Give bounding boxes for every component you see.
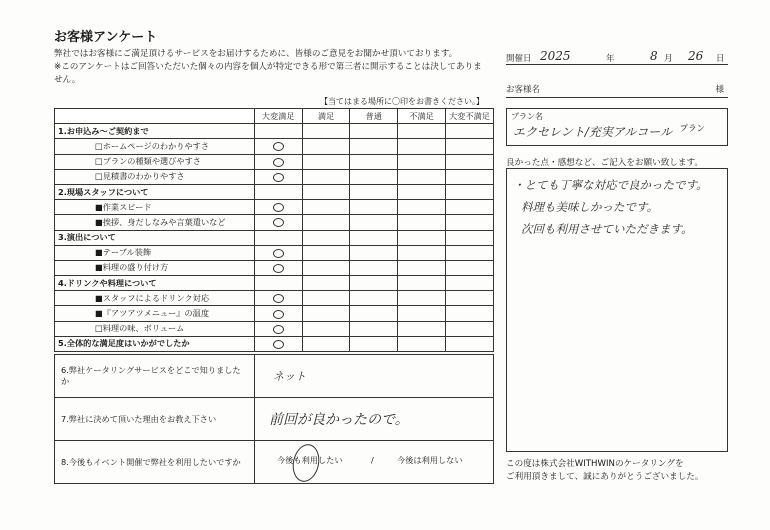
option-yes[interactable]: 今後も利用したい xyxy=(277,455,343,465)
rating-cell[interactable] xyxy=(445,245,493,260)
rating-cell[interactable] xyxy=(254,230,302,245)
year-unit: 年 xyxy=(606,54,615,64)
rating-cell[interactable] xyxy=(398,230,446,245)
intro-line: 弊社ではお客様にご満足頂けるサービスをお届けするために、皆様のご意見をお聞かせ頂いております。 xyxy=(54,49,458,59)
rating-cell[interactable] xyxy=(254,245,302,260)
rating-cell[interactable] xyxy=(445,336,493,351)
rating-header-row xyxy=(55,109,494,124)
rating-cell[interactable] xyxy=(254,260,302,275)
selected-circle-mark xyxy=(273,340,284,349)
question-header xyxy=(55,109,255,124)
rating-row xyxy=(55,139,494,154)
customer-suffix: 様 xyxy=(715,85,724,95)
comment-line: 料理も美味しかったです。 xyxy=(521,200,659,214)
rating-cell[interactable] xyxy=(302,200,350,215)
rating-question: ■テーブル装飾 xyxy=(55,245,255,260)
rating-cell[interactable] xyxy=(398,124,446,139)
rating-cell[interactable] xyxy=(254,321,302,336)
intro-line: ※このアンケートはご回答いただいた個々の内容を個人が特定できる形で第三者に開示することは決してありま xyxy=(54,62,482,72)
rating-cell[interactable] xyxy=(350,200,398,215)
rating-row xyxy=(55,184,494,199)
intro-text xyxy=(54,48,494,87)
rating-cell[interactable] xyxy=(398,169,446,184)
rating-cell[interactable] xyxy=(350,336,398,351)
rating-cell[interactable] xyxy=(302,245,350,260)
rating-question: 4.ドリンクや料理について xyxy=(55,276,255,291)
footer-line: ご利用頂きまして、誠にありがとうございました。 xyxy=(506,472,704,482)
rating-question: 3.演出について xyxy=(55,230,255,245)
rating-cell[interactable] xyxy=(398,276,446,291)
question-8: 8.今後もイベント開催で弊社を利用したいですか xyxy=(55,441,255,484)
date-label: 開催日 xyxy=(506,54,532,64)
rating-cell[interactable] xyxy=(350,260,398,275)
selected-circle-mark xyxy=(273,203,284,212)
rating-cell[interactable] xyxy=(302,291,350,306)
option-no[interactable]: 今後は利用しない xyxy=(397,455,463,465)
rating-row xyxy=(55,306,494,321)
question-row xyxy=(55,441,494,484)
question-7: 7.弊社に決めて頂いた理由をお教え下さい xyxy=(55,398,255,441)
question-row xyxy=(55,355,494,398)
rating-cell[interactable] xyxy=(350,321,398,336)
rating-row xyxy=(55,200,494,215)
rating-cell[interactable] xyxy=(254,276,302,291)
rating-cell[interactable] xyxy=(302,321,350,336)
rating-cell[interactable] xyxy=(302,230,350,245)
rating-cell[interactable] xyxy=(398,245,446,260)
rating-cell[interactable] xyxy=(350,169,398,184)
rating-cell[interactable] xyxy=(445,306,493,321)
comments-label: 良かった点・感想など、ご記入をお願い致します。 xyxy=(506,158,703,168)
selected-circle-mark xyxy=(273,264,284,273)
rating-cell[interactable] xyxy=(398,336,446,351)
rating-cell[interactable] xyxy=(398,306,446,321)
rating-row xyxy=(55,276,494,291)
rating-cell[interactable] xyxy=(350,154,398,169)
selected-circle-mark xyxy=(273,158,284,167)
rating-cell[interactable] xyxy=(445,124,493,139)
rating-cell[interactable] xyxy=(302,184,350,199)
rating-cell[interactable] xyxy=(445,184,493,199)
rating-question: □見積書のわかりやすさ xyxy=(55,169,255,184)
rating-cell[interactable] xyxy=(445,154,493,169)
date-row xyxy=(506,49,728,65)
option-separator: / xyxy=(371,455,374,465)
rating-row xyxy=(55,291,494,306)
column-header: 大変不満足 xyxy=(445,109,493,124)
column-header: 不満足 xyxy=(398,109,446,124)
rating-cell[interactable] xyxy=(350,215,398,230)
rating-row xyxy=(55,169,494,184)
rating-question: ■料理の盛り付け方 xyxy=(55,260,255,275)
comment-line: 次回も利用させていただきます。 xyxy=(521,222,693,236)
rating-cell[interactable] xyxy=(302,139,350,154)
selected-circle-mark xyxy=(273,142,284,151)
rating-cell[interactable] xyxy=(302,306,350,321)
rating-cell[interactable] xyxy=(302,169,350,184)
instruction-note: 【当てはまる場所に〇印をお書きください。】 xyxy=(320,97,484,106)
rating-cell[interactable] xyxy=(445,169,493,184)
rating-cell[interactable] xyxy=(398,154,446,169)
rating-row xyxy=(55,260,494,275)
date-day: 26 xyxy=(688,49,704,63)
rating-cell[interactable] xyxy=(398,215,446,230)
selected-circle-mark xyxy=(273,173,284,182)
rating-cell[interactable] xyxy=(398,184,446,199)
rating-cell[interactable] xyxy=(350,124,398,139)
rating-cell[interactable] xyxy=(350,306,398,321)
column-header: 大変満足 xyxy=(254,109,302,124)
rating-cell[interactable] xyxy=(445,215,493,230)
rating-cell[interactable] xyxy=(302,276,350,291)
rating-cell[interactable] xyxy=(445,230,493,245)
rating-cell[interactable] xyxy=(254,306,302,321)
rating-cell[interactable] xyxy=(445,260,493,275)
rating-cell[interactable] xyxy=(302,154,350,169)
selected-circle-mark xyxy=(273,294,284,303)
rating-question: 1.お申込み～ご契約まで xyxy=(55,124,255,139)
rating-cell[interactable] xyxy=(398,321,446,336)
date-month: 8 xyxy=(650,49,658,63)
rating-cell[interactable] xyxy=(350,276,398,291)
rating-question: □料理の味、ボリューム xyxy=(55,321,255,336)
customer-label: お客様名 xyxy=(506,85,541,95)
selected-circle-mark xyxy=(273,218,284,227)
selected-circle-mark xyxy=(273,310,284,319)
footer-line: この度は株式会社WITHWINのケータリングを xyxy=(506,459,684,469)
rating-cell[interactable] xyxy=(350,291,398,306)
rating-cell[interactable] xyxy=(350,230,398,245)
comments-box xyxy=(506,168,728,452)
customer-row xyxy=(506,80,728,98)
column-header: 普通 xyxy=(350,109,398,124)
rating-cell[interactable] xyxy=(445,291,493,306)
rating-row xyxy=(55,230,494,245)
answer-8-choices xyxy=(255,441,494,484)
rating-cell[interactable] xyxy=(445,321,493,336)
rating-question: 5.全体的な満足度はいかがでしたか xyxy=(55,336,255,351)
day-unit: 日 xyxy=(716,54,725,64)
plan-box xyxy=(506,108,728,146)
rating-cell[interactable] xyxy=(254,124,302,139)
date-year: 2025 xyxy=(540,49,571,63)
rating-cell[interactable] xyxy=(254,169,302,184)
rating-question: ■挨拶、身だしなみや言葉遣いなど xyxy=(55,215,255,230)
rating-question: ■スタッフによるドリンク対応 xyxy=(55,291,255,306)
comment-line: ・とても丁寧な対応で良かったです。 xyxy=(513,178,708,192)
rating-row xyxy=(55,245,494,260)
rating-question: □プランの種類や選びやすさ xyxy=(55,154,255,169)
answer-6: ネット xyxy=(255,355,494,398)
rating-table xyxy=(54,108,494,352)
rating-question: 2.現場スタッフについて xyxy=(55,184,255,199)
rating-cell[interactable] xyxy=(350,184,398,199)
page-title: お客様アンケート xyxy=(54,30,158,45)
rating-cell[interactable] xyxy=(302,124,350,139)
rating-row xyxy=(55,215,494,230)
rating-cell[interactable] xyxy=(254,184,302,199)
rating-cell[interactable] xyxy=(302,336,350,351)
rating-cell[interactable] xyxy=(398,291,446,306)
rating-row xyxy=(55,124,494,139)
column-header: 満足 xyxy=(302,109,350,124)
rating-row xyxy=(55,321,494,336)
rating-cell[interactable] xyxy=(302,215,350,230)
plan-label: プラン名 xyxy=(511,112,543,121)
rating-cell[interactable] xyxy=(254,336,302,351)
rating-question: ■『アツアツメニュー』の温度 xyxy=(55,306,255,321)
rating-cell[interactable] xyxy=(254,200,302,215)
rating-cell[interactable] xyxy=(398,260,446,275)
rating-cell[interactable] xyxy=(302,260,350,275)
rating-cell[interactable] xyxy=(254,215,302,230)
intro-line: せん。 xyxy=(54,75,81,85)
rating-row xyxy=(55,154,494,169)
month-unit: 月 xyxy=(664,54,673,64)
selected-circle-mark xyxy=(273,325,284,334)
rating-cell[interactable] xyxy=(398,200,446,215)
answer-7: 前回が良かったので。 xyxy=(255,398,494,441)
selected-circle-mark xyxy=(273,249,284,258)
plan-value: エクセレント/充実アルコール xyxy=(513,125,673,139)
question-6: 6.弊社ケータリングサービスをどこで知りましたか xyxy=(55,355,255,398)
rating-cell[interactable] xyxy=(254,139,302,154)
rating-cell[interactable] xyxy=(254,291,302,306)
rating-cell[interactable] xyxy=(350,245,398,260)
thank-you-note xyxy=(506,458,736,484)
rating-cell[interactable] xyxy=(445,139,493,154)
rating-cell[interactable] xyxy=(350,139,398,154)
rating-row xyxy=(55,336,494,351)
rating-cell[interactable] xyxy=(254,154,302,169)
rating-question: □ホームページのわかりやすさ xyxy=(55,139,255,154)
question-table xyxy=(54,354,494,484)
plan-suffix: プラン xyxy=(679,124,705,134)
rating-cell[interactable] xyxy=(398,139,446,154)
question-row xyxy=(55,398,494,441)
rating-cell[interactable] xyxy=(445,200,493,215)
rating-question: ■作業スピード xyxy=(55,200,255,215)
rating-cell[interactable] xyxy=(445,276,493,291)
